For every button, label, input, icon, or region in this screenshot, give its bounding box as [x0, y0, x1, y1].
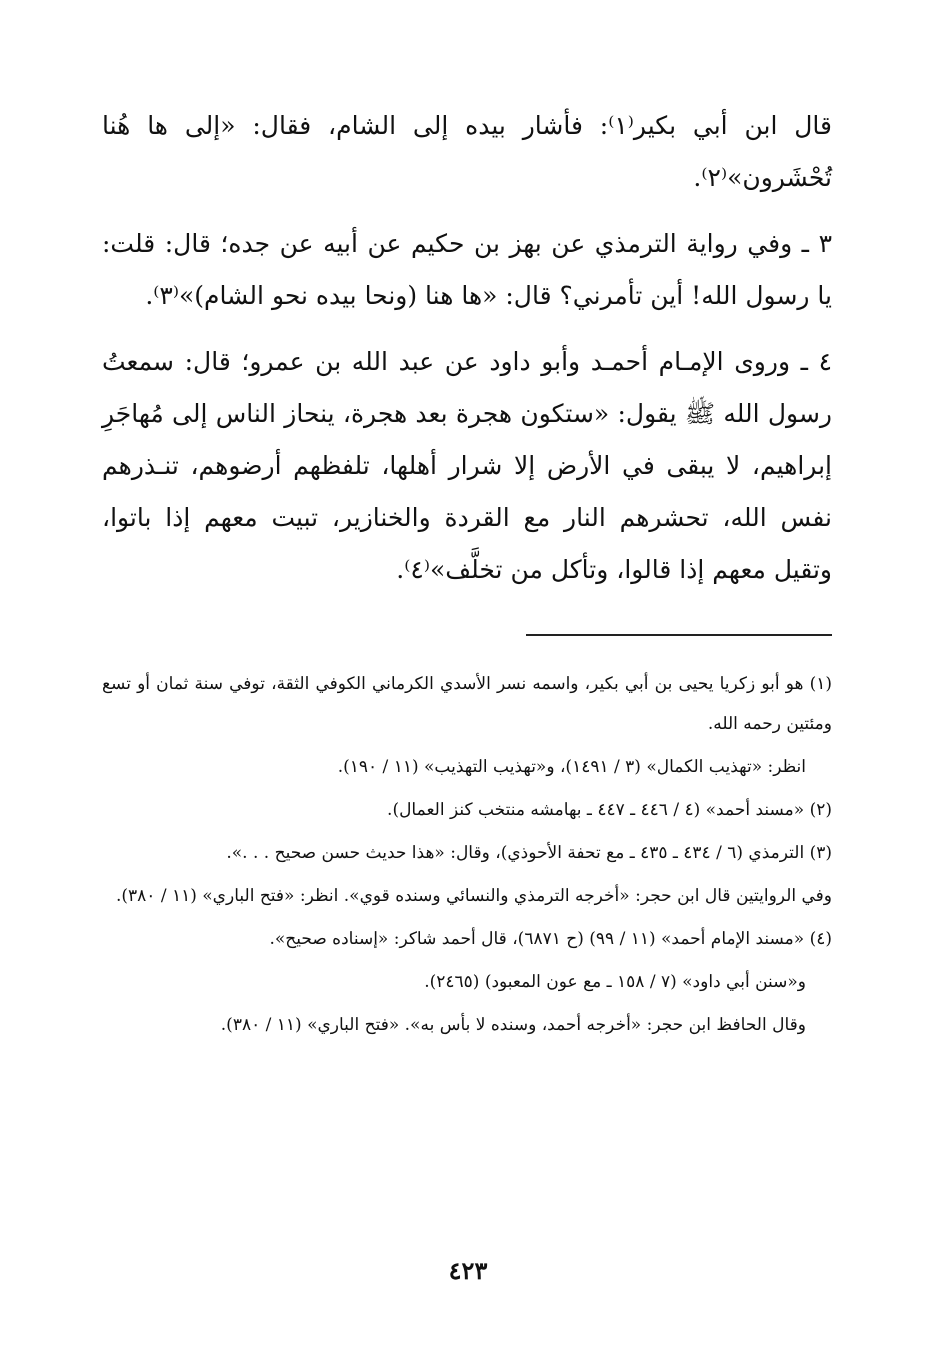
paragraph-1: قال ابن أبي بكير⁽١⁾: فأشار بيده إلى الشام، فقال: «إلى ها هُنا تُحْشَرون»⁽٢⁾. — [102, 111, 832, 192]
paragraph-3: ٤ ـ وروى الإمـام أحمـد وأبو داود عن عبد الله بن عمرو؛ قال: سمعتُ رسول الله ﷺ يقول: «ستكون هجرة بعد هجرة، ينحاز الناس إلى مُهاجَرِ إبراهيم، لا يبقى في الأرض إلا شرار أهلها، تلفظهم أرضوهم، تنـذرهم نفس الله، تحشرهم النار مع القردة والخنازير، تبيت معهم إذا باتوا، وتقيل معهم إذا قالوا، وتأكل من تخلَّف»⁽٤⁾. — [102, 347, 832, 584]
main-text — [102, 100, 832, 596]
footnote-2: (٢) «مسند أحمد» (٤ / ٤٤٦ ـ ٤٤٧ ـ بهامشه منتخب كنز العمال). — [387, 800, 832, 820]
footnote-separator — [526, 634, 832, 636]
footnotes — [102, 664, 832, 1045]
footnote-1: (١) هو أبو زكريا يحيى بن أبي بكير، واسمه نسر الأسدي الكرماني الكوفي الثقة، توفي سنة ثمان أو تسع ومئتين رحمه الله. — [102, 674, 832, 734]
paragraph-2: ٣ ـ وفي رواية الترمذي عن بهز بن حكيم عن أبيه عن جده؛ قال: قلت: يا رسول الله! أين تأمرني؟ قال: «ها هنا (ونحا بيده نحو الشام)»⁽٣⁾. — [102, 229, 832, 310]
footnote-4-ref: وقال الحافظ ابن حجر: «أخرجه أحمد، وسنده لا بأس به». «فتح الباري» (١١ / ٣٨٠). — [220, 1015, 806, 1035]
footnote-1-ref: انظر: «تهذيب الكمال» (٣ / ١٤٩١)، و«تهذيب التهذيب» (١١ / ١٩٠). — [337, 757, 806, 777]
footnote-3-extra: وفي الروايتين قال ابن حجر: «أخرجه الترمذي والنسائي وسنده قوي». انظر: «فتح الباري» (١١ / ٣٨٠). — [115, 886, 832, 906]
page-number: ٤٢٣ — [448, 1256, 488, 1285]
footnote-4: (٤) «مسند الإمام أحمد» (١١ / ٩٩) (ح ٦٨٧١)، قال أحمد شاكر: «إسناده صحيح». — [269, 929, 832, 949]
footnote-4-extra: و«سنن أبي داود» (٧ / ١٥٨ ـ مع عون المعبود) (٢٤٦٥). — [424, 972, 806, 992]
footnote-3: (٣) الترمذي (٦ / ٤٣٤ ـ ٤٣٥ ـ مع تحفة الأحوذي)، وقال: «هذا حديث حسن صحيح . . .». — [226, 843, 832, 863]
